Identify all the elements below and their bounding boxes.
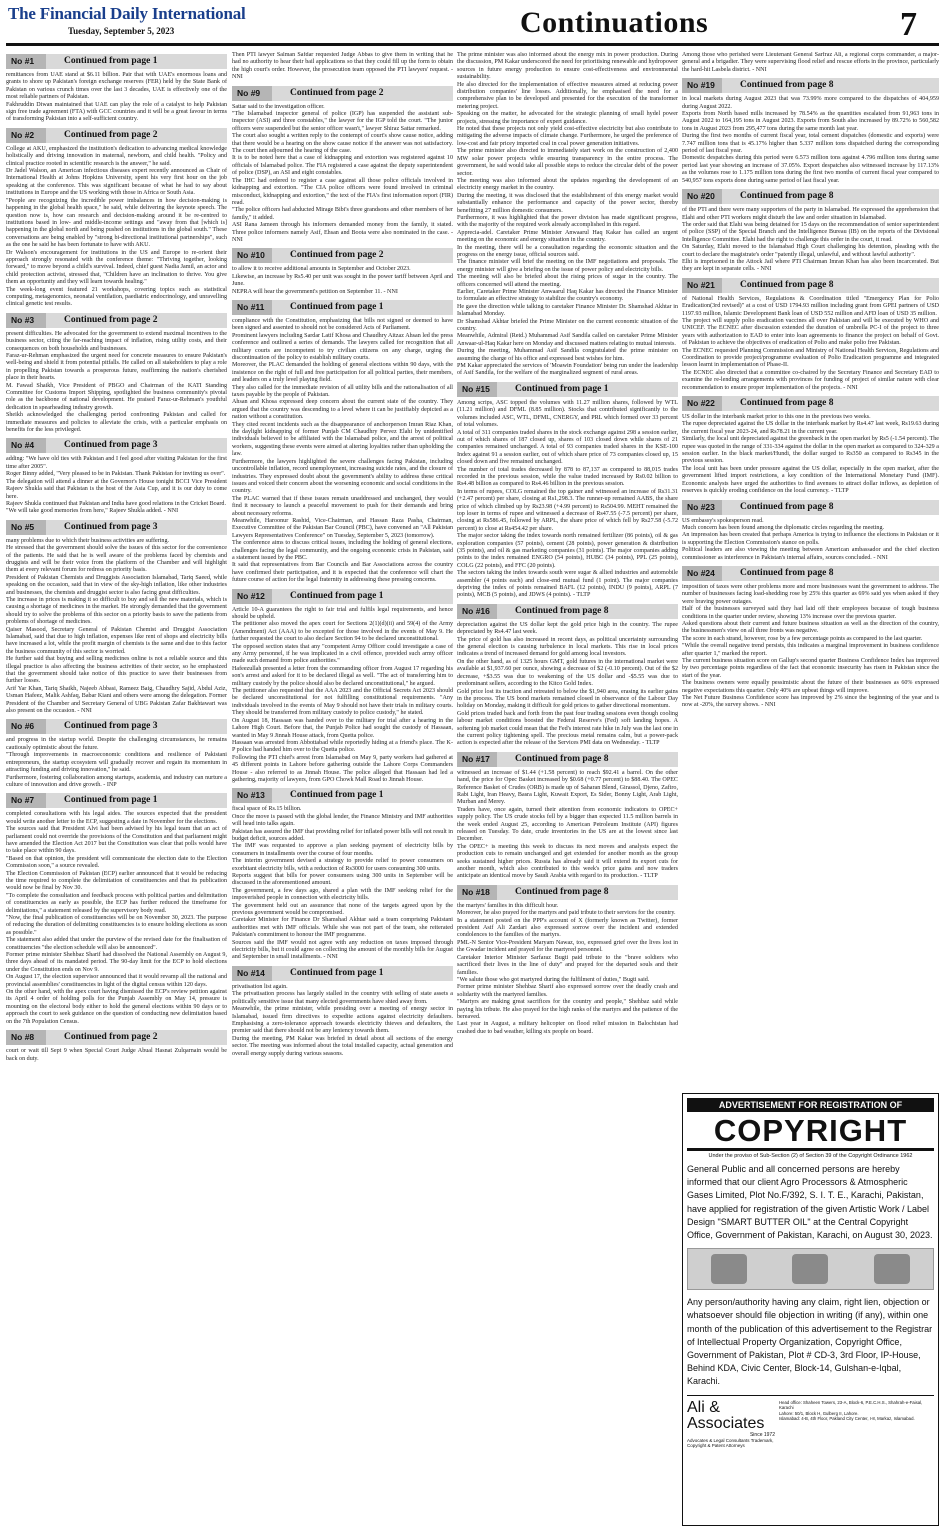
column-3 xyxy=(457,52,678,1528)
story-tag xyxy=(232,589,453,604)
page-number: 7 xyxy=(900,6,917,43)
continued-from-label: Continued from page 3 xyxy=(46,520,227,535)
ad-subtitle: Under the proviso of Sub-Section (2) of Section 39 of the Copyright Ordinance 1962 xyxy=(708,1153,913,1159)
story-text: of National Health Services, Regulations & Coordination titled "Emergency Plan for Polio Eradication(3rd revised)" at a cost of USD 1794.93 million including grant from GPEI partners of USD 1197.93 million, Islamic Development Bank loan of USD 552 million and AFD loan of USD 35 million. The project will supply polio eradication vaccines all over Pakistan and will be executed by WHO and UNICEF. The ECNEC after discussion extended the duration of umbrella PC-I of the project to three years with authorization to EAD to enter into loan agreements to finance the project on behalf of Govt. of Pakistan to achieve the objectives of eradication of Polio and make polio free Pakistan. The ECNEC requested Planning Commission and Ministry of National Health Services, Regulations and Coordination to provide project/programme evaluation of Polio Eradication programme and integrated lesson learnt in implementation of Phase-II. The ECNEC also directed that a committee co-chaired by the Secretary Finance and Secretary EAD to examine the re-lending arrangements with provinces for funding of project of similar nature with clear recommendation to ensure proper implementation of the projects. - NNI xyxy=(682,295,939,391)
story-tag xyxy=(6,793,227,808)
story-number: No #15 xyxy=(457,382,497,397)
story-number: No #11 xyxy=(232,300,272,315)
story-text: to allow it to receive additional amounts in September and October 2023. Likewise, an increase by Rs5.40 per unit was sought in the power tariff between April and June. NEPRA will hear the government's petition on September 11. - NNI xyxy=(232,266,453,295)
law-firm-name: Ali & Associates xyxy=(687,1398,765,1432)
continuation-story xyxy=(682,52,939,74)
story-text: many problems due to which their business activities are suffering. He stressed that the government should solve the issues of this sector for the convenience of the patients. He said that he is well aware of the problems faced by chemists and druggists and will be their voice from the platform of the Chamber and will highlight them at every relevant forum for redress on priority basis. President of Pakistan Chemists and Druggists Association Islamabad, Tariq Saeed, while speaking on the occasion, said that in view of the sky-high inflation, like other industries and businesses, the chemists and druggist sector is also facing great difficulties. The increase in prices is making it so difficult to buy and sell the new materials, which is causing a shortage of medicines in the market. He strongly demanded that the government should try to solve the problems of this sector on a priority basis to save the patients from problems of shortage of medicines. Qaiser Masood, Secretary General of Pakistan Chemist and Druggist Association Islamabad, said that due to high inflation, expenses like rent of shops and electricity bills have increased a lot, while the profit margin of chemists is the same and due to this factor the business community of this sector is worried. He further said that buying and selling medicines online is not a reliable source and this illegal practice is also affecting the business activities of their sector, so he emphasized that the government should take notice of this practice to save their businesses from further losses. Arif Yar Khan, Tariq Shaikh, Najeeb Abbasi, Rameez Baig, Chaudhry Sajid, Abdul Aziz, Usman Hafeez, Malik Ashfaq, Babar Kiani and others were among the delegation. Former President of the Chamber and Secretary General of UBG Pakistan Zafar Bakhtawari was also present on the occasion. - NNI xyxy=(6,537,227,715)
continued-from-label: Continued from page 1 xyxy=(46,54,227,69)
copyright-advertisement xyxy=(682,1093,939,1526)
story-number: No #3 xyxy=(6,313,46,328)
continued-from-label: Continued from page 8 xyxy=(497,604,678,619)
continuation-story xyxy=(682,566,939,710)
ad-notice: General Public and all concerned persons are hereby informed that our client Agro Processors & Atmospheric Gases Limited, Plot No.F/392, S. I. T. E., Karachi, Pakistan, have applied for registration of the given Artistic Work / Label Design "SMART BUTTER OIL" at the Central Copyright Office, Government of Pakistan, Karachi, on August 30, 2023. xyxy=(687,1164,933,1241)
continued-from-label: Continued from page 8 xyxy=(722,189,939,204)
story-tag xyxy=(682,500,939,515)
continuation-story xyxy=(682,78,939,185)
story-tag xyxy=(6,719,227,734)
continuation-story xyxy=(232,300,453,585)
continuation-story xyxy=(457,52,678,378)
story-number: No #6 xyxy=(6,719,46,734)
story-text: of the PTI and there were many supporters of the party in Islamabad. He expressed the apprehension that Elahi and other PTI workers might disturb the law and order situation in Islamabad. The order said that Elahi was being detained for 15 days on the recommendation of senior superintendent of police (SSP) of the Special Branch and the Intelligence Bureau (IB) on the reports of the Divisional Intelligence Committee. Elahi had the right to challenge this order in the court, it read. On Saturday, Elahi moved to the Islamabad High Court challenging his detention, pleading with the court to declare the magistrate's order "patently illegal, unlawful, and without lawful authority". Elhi is imprisoned in the Attock Jail where PTI Chairman Imran Khan has also been incarcerated. But they are kept in separate cells. - NNI xyxy=(682,207,939,273)
story-number: No #18 xyxy=(457,885,497,900)
story-text: Sattar said to the investigation officer. "The Islamabad inspector general of police (IGP) has suspended the assistant sub-inspector (ASI) and three constables," the lawyer for the IGP told the court. "The junior officers were suspended but the senior officer wasn't," lawyer Shiraz Sattar remarked. The court also sought a written reply to the contempt of court's show cause notice, adding that there would be a hearing on the show cause notice if the answer was not satisfactory. The court then adjourned the hearing of the case. It is to be noted here that a case of kidnapping and extortion was registered against 10 officials of Islamabad police. The FIA registered a case against the deputy superintendent of police (DSP), an ASI and eight constables. The IHC had ordered to register a case against all those police officials involved in kidnapping and extortion. "The CIA police officers were found involved in criminal misconduct, kidnapping and extortion," the text of the FIA's first information report (FIR) read. "The police officers had abducted Mirage Bibi's three grandsons and other members of her family," it added. ASI Rana Jameen through his informers demanded money from the family, it stated. Three police informers namely Asif, Ehsan and Boota were also nominated in the case. - NNI xyxy=(232,103,453,243)
continuation-story xyxy=(682,396,939,495)
law-firm-description: Advocates & Legal Consultants Trademark, Copyright & Patent Attorneys xyxy=(687,1437,774,1449)
address-line: Lahore: 50/1, Block H, Gulberg II, Lahore. xyxy=(779,1410,859,1416)
continuation-story xyxy=(6,1030,227,1063)
story-number: No #19 xyxy=(682,78,722,93)
continued-from-label: Continued from page 8 xyxy=(497,885,678,900)
continued-from-label: Continued from page 3 xyxy=(46,719,227,734)
story-number: No #17 xyxy=(457,752,497,767)
story-tag xyxy=(6,438,227,453)
continuation-story xyxy=(232,52,453,82)
ad-objection-text: Any person/authority having any claim, right lien, objection or whatsoever should file objection in writing (if any), within one month of the publication of this advertisement to the Registrar of Intellectual Property Organization, Copyright Office, Government of Pakistan, Plot # CD-3, 3rd Floor, IP-House, Behind KDA, Civic Center, Block-14, Gulshan-e-Iqbal, Karachi. xyxy=(687,1297,933,1387)
story-number: No #14 xyxy=(232,966,272,981)
continuation-story xyxy=(457,752,678,881)
story-tag xyxy=(682,78,939,93)
story-tag xyxy=(682,189,939,204)
continuation-story xyxy=(457,604,678,748)
continuation-story xyxy=(232,248,453,296)
continuation-story xyxy=(6,313,227,435)
story-tag xyxy=(6,128,227,143)
story-number: No #7 xyxy=(6,793,46,808)
story-number: No #10 xyxy=(232,248,272,263)
continued-from-label: Continued from page 1 xyxy=(272,966,453,981)
story-text: and progress in the startup world. Despite the challenging circumstances, he remains cautiously optimistic about the future. "Through improvements in macroeconomic conditions and resilience of Pakistani entrepreneurs, the startup ecosystem will gradually recover and regain its momentum in attracting funding and driving innovation," he said. Furthermore, fostering collaboration among startups, academia, and industry can nurture a culture of innovation and drive growth. - INP xyxy=(6,737,227,788)
law-firm-addresses xyxy=(775,1400,934,1449)
continuation-story xyxy=(457,885,678,1036)
story-text: privatisation list again. The privatisation process has largely stalled in the country with selling of state assets a politically sensitive issue that many elected governments have shied away from. Meanwhile, the prime minister, while presiding over a meeting of energy sector in Islamabad, issued firm directives to expedite actions against electricity defaulters. Emphasising a zero-tolerance approach towards electricity thieves and defaulters, the premier said that there should not be any leniency towards them. During the meeting, PM Kakar was briefed in detail about all sections of the energy sector. The meeting was informed about the total installed capacity, actual generation and overall energy supply during various seasons. xyxy=(232,983,453,1057)
continued-from-label: Continued from page 8 xyxy=(722,278,939,293)
continued-from-label: Continued from page 8 xyxy=(722,396,939,411)
continued-from-label: Continued from page 8 xyxy=(722,78,939,93)
continuation-story xyxy=(232,966,453,1058)
butter-oil-pack-icon xyxy=(874,1254,910,1284)
story-text: witnessed an increase of $1.44 (+1.58 percent) to reach $92.41 a barrel. On the other hand, the price for Opec Basket increased by $0.68 (+0.77 percent) to $88.40. The OPEC Reference Basket of Crudes (ORB) is made up of Saharan Blend, Girassol, Djeno, Zafiro, Rabi Light, Iran Heavy, Basra Light, Kuwait Export, Es Sider, Bonny Light, Arab Light, Murban and Merey. Traders have, once again, turned their attention from economic indicators to OPEC+ supply policy. The US crude stocks fell by a bigger than expected 11.5 million barrels in the week ended August 25, according to American Petroleum Institute (API) figures released on Tuesday. To date, crude inventories in the US are at the lowest since last December. The OPEC+ is meeting this week to discuss its next moves and analysts expect the production cuts to remain unchanged and get extended for another month as the group seeks sustained higher prices. Russia has already said it will extend its export cuts for another month, which also contributed to this week's price gains and now traders anticipate an identical move by Saudi Arabia with regard to its production. - TLTP xyxy=(457,769,678,880)
continued-from-label: Continued from page 8 xyxy=(722,500,939,515)
story-text: in local markets during August 2023 that was 73.99% more compared to the dispatches of 404,959 during August 2022. Exports from North based mills increased by 78.54% as the quantities escalated from 91,963 tons in August 2022 to 164,195 tons in August 2023. Exports from South also increased by 89.72% to 560,582 tons in August 2023 from 295,477 tons during the same month last year. During the first two months of current fiscal year, total cement dispatches (domestic and exports) were 7.747 million tons that is 45.17% higher than 5.337 million tons dispatched during the corresponding period of last fiscal year. Domestic despatches during this period were 6.573 million tons against 4.796 million tons during same period last year showing an increase of 37.05%. Export despatches also witnessed increase by 117.13% as the volumes rose to 1.175 million tons during the first two months of current fiscal year compared to 540,957 tons exports done during same period of last fiscal year. xyxy=(682,96,939,184)
story-text: Among scrips, ASC topped the volumes with 11.27 million shares, followed by WTL (11.21 million) and DFML (8.85 million). Stocks that contributed significantly to the volumes included ASC, WTL, DFML, CNERGY, and PRL which formed over 33 percent of total volumes. A total of 311 companies traded shares in the stock exchange against 298 a session earlier, out of which shares of 187 closed up, shares of 103 closed down while shares of 21 companies remained unchanged. A total of 93 companies traded shares in the KSE-100 Index against 91 a session earlier, out of which share price of 73 companies closed up, 15 closed down and five remained unchanged. The number of total trades decreased by 878 to 87,137 as compared to 88,015 trades recorded in the previous session, while the value traded increased by Rs0.02 billion to Rs4.48 billion as compared to Rs4.46 billion in the previous session. In terms of rupees, COLG remained the top gainer and witnessed an increase of Rs31.31 (+2.47 percent) per share, closing at Rs1,298.3. The runner-up remained AABS, the share price of which climbed up by Rs23.98 (+4.99 percent) to Rs504.99. MEHT remained the top loser in terms of rupee and witnessed a decrease of Rs47.55 (-7.5 percent) per share, closing at Rs586.45, followed by ARPL, the share price of which fell by Rs27.58 (-5.72 percent) to close at Rs454.42 per share. The major sector taking the index towards north remained fertilizer (86 points), oil & gas exploration companies (57 points), cement (28 points), power generation & distribution (35 points), and oil & gas marketing companies (31 points). The major companies adding points to the index remained ENGRO (54 points), HUBC (34 points), PPL (25 points), COLG (22 points), and FFC (20 points). The sectors taking the index towards south were sugar & allied industries and automobile assembler (4 points each) and close-end mutual fund (1 point). The major companies depriving the index of points remained BAFL (12 points), INDU (9 points), ARPL (7 points), MCB (5 points), and JDWS (4 points). - TLTP xyxy=(457,399,678,599)
continued-from-label: Continued from page 1 xyxy=(272,788,453,803)
story-number: No #13 xyxy=(232,788,272,803)
continuation-story xyxy=(682,189,939,274)
story-tag xyxy=(457,885,678,900)
story-tag xyxy=(682,396,939,411)
story-text: compliance with the Constitution, emphasizing that bills not signed or deemed to have been signed and assented to should not be considered Acts of Parliament. Prominent lawyers including Sardar Latif Khosa and Chaudhry Aitzaz Ahsan led the press conference and outlined a series of demands. The lawyers called for recognition that all military courts are incompetent to try civilian citizens on any charge, urging the discontinuation of the policy to establish military courts. Moreover, the PLAC demanded the holding of general elections within 90 days, with the insistence on the right of full and free participation for all political parties, their members, and leaders on a truly level playing field. They also called for the immediate revision of all utility bills and the rationalisation of all taxes payable by the people of Pakistan. Ahsan and Khosa expressed deep concern about the current state of the country. They argued that the country was descending to a level where it can be justifiably depicted as a nation without a constitution. They cited recent incidents such as the disappearance of anchorperson Imran Riaz Khan, the daylight kidnapping of former Punjab CM Chaudhry Pervez Elahi by unidentified individuals believed to be affiliated with the Islamabad police, and the arrest of political workers, suggesting these events were aimed at altering loyalties rather than upholding the law. Furthermore, the lawyers highlighted the severe challenges facing Pakistan, including uncontrollable inflation, record unemployment, increasing suicide rates, and the closure of industries. They expressed doubt about the government's ability to address these critical issues and voiced their concern about the worsening economic and social conditions in the country. The PLAC warned that if these issues remain unaddressed and unchanged, they would find it necessary to launch a peaceful movement to push for their demands and bring about necessary reforms. Meanwhile, Haroonur Rashid, Vice-Chairman, and Hassan Raza Pasha, Chairman, Executive Committee of the Pakistan Bar Council (PBC), have convened an "All Pakistan Lawyers Representatives Conference" on Tuesday, September 5, 2023 (tomorrow). The conference aims to discuss critical issues, including the holding of general elections, challenges facing the legal community, and the ongoing economic crisis in Pakistan, said a statement issued by the PBC. It said that representatives from Bar Councils and Bar Associations across the country have confirmed their participation, and it is expected that the conference will chart the future course of action for the legal fraternity in addressing these pressing concerns. xyxy=(232,317,453,584)
address-line: Islamabad: 4-B, 4th Floor, Pakland City Center, I-8, Markaz, Islamabad. xyxy=(779,1416,915,1422)
butter-oil-tin-icon xyxy=(792,1254,828,1284)
story-tag xyxy=(682,278,939,293)
continued-from-label: Continued from page 1 xyxy=(272,300,453,315)
story-tag xyxy=(682,566,939,581)
story-tag xyxy=(232,248,453,263)
story-number: No #20 xyxy=(682,189,722,204)
story-number: No #1 xyxy=(6,54,46,69)
continuation-story xyxy=(6,438,227,515)
butter-oil-jar-icon xyxy=(711,1254,747,1284)
story-tag xyxy=(6,313,227,328)
story-number: No #12 xyxy=(232,589,272,604)
story-tag xyxy=(232,966,453,981)
story-text: remittances from UAE stand at $6.11 billion. Pair that with UAE's enormous loans and grants to shore up Pakistan's foreign exchange reserves (FER) held by the State Bank of Pakistan on various crunch times over the last 3 decades, UAE is effectively one of the most reliable partners of Pakistan. Fakhruddin Diwan maintained that UAE can play the role of a catalyst to help Pakistan sign free trade agreement (FTA) with GCC countries and it will be a great favour in terms of transforming Pakistan into a self-sufficient country. xyxy=(6,72,227,123)
story-text: Article 10-A guarantees the right to fair trial and fulfils legal requirements, and hence should be upheld. The petitioner also moved the apex court for Sections 2(1)(d)(ii) and 59(4) of the Army (Amendment) Act (AAA) to be excepted for those involved in the events of May 9. He further requested the court to also declare Section 94 to be declared unconstitutional. The opposed section states that any "competent Army Officer could investigate a case of any Army personnel, if he was implicated in a civil offence, provided such army officer made such demand from police authorities." Hafeezullah presented a letter from the commanding officer from August 17 regarding his son's arrest and asked for it to be declared illegal as well. "The act of transferring him to military custody by the police should also be declared unconstitutional," he argued. The petitioner also requested that the AAA 2023 and the Official Secrets Act 2023 should be declared unconstitutional for not fulfilling constitutional requirements. "Any individuals involved in the events of May 9 should not have their trials in military courts. They should be transferred from military custody to police custody," he stated. On August 18, Hassaan was handed over to the military for trial after a hearing in the Lahore High Court. Before that, the Punjab Police had sought the custody of Hassaan, wanted in May 9 Jinnah House attack, from Quetta police. Hassaan was arrested from Abbottabad while reportedly hiding at a friend's place. The K-P police had handed him over to the Quetta police. Following the PTI chief's arrest from Islamabad on May 9, party workers had gathered at 45 different points in Lahore before gathering outside the Lahore Corps Commanders House - also referred to as Jinnah House. The police alleged that Hassaan had led a gathering, majority of lawyers, from GPO Chowk Mall Road to Jinnah House. xyxy=(232,606,453,783)
continued-from-label: Continued from page 2 xyxy=(46,313,227,328)
story-text: US dollar in the interbank market prior to this one in the previous two weeks. The rupee depreciated against the US dollar in the interbank market by Rs4.47 last week, Rs19.63 during the current fiscal year 2023-24, and Rs78.21 in the current year. Similarly, the local unit depreciated against the greenback in the open market by Rs5 (-1.54 percent). The rupee was quoted in the range of 331-334 against the dollar in the open market as compared to 324-329 a session earlier. In the black market/Hundi, the dollar surged to Rs350 as compared to Rs345 in the previous session. The local unit has been under pressure against the US dollar, especially in the open market, after the government lifted import restrictions, a key condition of the International Monetary Fund (IMF). Economic analysts have urged the authorities to find avenues to attract dollar inflows, as depletion of reserves is quickly eroding confidence on the local currency. - TLTP xyxy=(682,414,939,495)
story-text: adding: "We have old ties with Pakistan and I feel good after visiting Pakistan for the first time after 2005". Roger Binny added, "Very pleased to be in Pakistan. Thank Pakistan for inviting us over". The delegation will attend a dinner at the Governor's House tonight BCCI Vice President Rajeev Shukla said that Pakistan is the host of the Asia Cup, and it is our duty to come here. Rajeev Shukla continued that Pakistan and India have good relations in the Cricket Board. "We will take good memories from here," Rajeev Shukla added. - NNI xyxy=(6,456,227,515)
column-1 xyxy=(6,52,227,1528)
continuation-story xyxy=(232,788,453,962)
story-text: fiscal space of Rs.15 billion. Once the move is passed with the global lender, the Finance Ministry and IMF authorities will head into talks again. Pakistan has assured the IMF that providing relief for inflated power bills will not result in budget deficit, sources added. The IMF was requested to approve a plan seeking payment of electricity bills by consumers in installments over the course of four months. The interim government devised a strategy to provide relief to power consumers on exorbitant electricity bills, with a reduction of Rs3000 for users consuming 300 units. Reports suggest that bills for power consumers using 300 units in September will be discussed in the aforementioned amount. The government, a few days ago, shared a plan with the IMF seeking relief for the impoverished people in connection with electricity bills. The government held out an assurance that none of the targets agreed upon by the previous government would be compromised. Caretaker Minister for Finance Dr Shamshad Akhtar said a team comprising Pakistani authorities met with IMF officials. While she was not part of the team, she reiterated Pakistan's commitment to honour the IMF programme. Sources said the IMF would not agree with any reduction on taxes imposed through electricity bills, but it could agree on collecting the amount of the monthly bills for August and September in small installments. - NNI xyxy=(232,806,453,961)
story-tag xyxy=(6,54,227,69)
continued-from-label: Continued from page 1 xyxy=(272,589,453,604)
continued-from-label: Continued from page 1 xyxy=(497,382,678,397)
continued-from-label: Continued from page 2 xyxy=(272,86,453,101)
story-text: US embassy's spokesperson read. Much concern has been found among the diplomatic circles regarding the meeting. An impression has been created that perhaps America is trying to influence the elections in Pakistan or it is supporting the Election Commission's stance on polls. Political leaders are also viewing the meeting between American ambassador and the chief election commissioner as interference in Pakistan's internal affairs, sources concluded. - NNI xyxy=(682,517,939,561)
issue-date: Tuesday, September 5, 2023 xyxy=(68,26,175,36)
story-number: No #24 xyxy=(682,566,722,581)
continued-from-label: Continued from page 2 xyxy=(46,128,227,143)
story-tag xyxy=(6,1030,227,1045)
header-rule xyxy=(6,43,939,46)
story-text: the martyrs' families in this difficult hour. Moreover, he also prayed for the martyrs and paid tribute to their services for the country. In a statement posted on the PPP's account of X (formerly known as Twitter), former president Asif Ali Zardari also expressed sorrow over the incident and extended condolences to the families of the martyrs. PML-N Senior Vice-President Maryam Nawaz, too, expressed grief over the lives lost in the Gwadar incident and prayed for the martyred personnel. Caretaker Interior Minister Sarfaraz Bugti paid tribute to the "brave soldiers who sacrificed their lives in the line of duty" and prayed for the departed souls and their families. "We salute those who got martyred during the fulfilment of duties," Bugti said. Former prime minister Shehbaz Sharif also expressed sorrow over the deadly crash and solidarity with the martyred families. "Martyrs are making great sacrifices for the country and people," Shehbaz said while paying his tribute. He also prayed for the high ranks of the martyrs and the patience of the bereaved. Last year in August, a military helicopter on flood relief mission in Balochistan had crashed due to bad weather, killing six people on board. xyxy=(457,902,678,1035)
continuation-story xyxy=(457,382,678,600)
continued-from-label: Continued from page 2 xyxy=(272,248,453,263)
continuation-story xyxy=(6,128,227,309)
story-tag xyxy=(232,788,453,803)
story-text: College at AKU, emphasized the institution's dedication to advancing medical knowledge holistically and driving innovation in maternal, newborn, and child health. "Policy and clinical practice rooted in scientific research is the answer," he said. Dr Jadel Walson, an American infectious diseases expert recently announced as Chair of International Health at Johns Hopkins University, spent his very first hour on the job speaking at the conference. This was significant because of what he had to say about institutions in Europe and the US working with those in Africa or South Asia. "People are recognizing the incredible power imbalances in how decision-making is happening in the global health space," he said, while delivering the keynote speech. The question now is, how can research and decision-making around it be re-centred to institutions based in low- and middle-income settings and "away from that [which is] happening in the global north and being pushed on institutions in the global south." These conversations are being enabled by "strong bi-directional institutional partnerships", such as the one he said he has been fortunate to have with AKU. Dr Walson's encouragement for institutions in the US and Europe to re-orient their approach strongly resonated with the conference theme: "Thriving together, looking forward," to move beyond a child's survival. Indeed, chief guest Nadia Jamil, an actor and child protection activist, stressed that, "Children have an inclination to thrive. You give them an opportunity and they will learn towards healing." The week-long event featured 21 workshops, covering topics such as statistical computing, metagenomics, neonatal ventilation, paediatric endocrinology, and unravelling clinical genetic test results. xyxy=(6,145,227,308)
story-text: depreciation against the US dollar kept the gold price high in the country. The rupee depreciated by Rs4.47 last week. The price of gold has also increased in recent days, as political uncertainty surrounding the general election is causing turbulence in local markets. This rise in local prices indicates a trend of increased demand for gold among local investors. On the other hand, as of 1325 hours GMT, gold futures in the international market were available at $1,937.60 per ounce, showing a decrease of $2 (-0.10 percent). Out of the $2 decrease, +$3.55 was due to weakening of the US dollar and -$5.55 was due to predominant sellers, according to the Kitco Gold Index. Gold price lost its traction and retreated to below the $1,940 area, erasing its earlier gains in the process. The US bond markets remained closed in observance of the Labour Day holiday on Monday, making it difficult for gold prices to gather directional momentum. Gold prices traded back and forth from the past four trading sessions even though cooling labour market conditions boosted the Federal Reserve's (Fed) soft landing hopes. A softening job market could mean that the Fed's interest rate hike in July was the last one in the current policy tightening spell. The precious metal remains calm, but a power-pack action is expected after the release of the Services PMI data on Wednesday. - TLTP xyxy=(457,621,678,747)
continued-from-label: Continued from page 8 xyxy=(722,566,939,581)
story-text: The prime minister was also informed about the energy mix in power production. During the discussion, PM Kakar underscored the need for prioritising renewable and hydropower sources in future energy production to ensure cost-effectiveness and environmental sustainability. He also directed for the implementation of effective measures aimed at reducing power distribution companies' line losses. Additionally, he emphasised the need for a comprehensive plan to be developed and presented for the execution of the transformer metering project. Speaking on the matter, he advocated for the strategic planning of small hydel power projects, stressing the importance of expert guidance. He noted that these projects not only yield cost-effective electricity but also contribute to mitigating the adverse impacts of climate change. Furthermore, he urged the preference of low-cost and fair pricey imported coal in coal power generation initiatives. The prime minister also directed to immediately start work on the construction of 2,400 MW solar power projects while ensuring transparency in the entire process. The government, he said would take all possible steps to reduce the circular debt of the power sector. The meeting was also informed about the updates regarding the development of an electricity energy market in the country. During the meeting, it was disclosed that the establishment of this energy market would substantially enhance the performance and capacity of the power sector, thereby benefitting 27 million domestic consumers. Furthermore, it was highlighted that the power division has made significant progress, with the majority of the required work already accomplished in this regard. Apprecia-adel. Caretaker Prime Minister Anwaarul Haq Kakar has called an urgent meeting on the economic and energy situation in the country. In the meeting, there will be a consultation regarding the economic situation and the progress on the energy issue, official sources said. The finance minister will brief the meeting on the IMF negotiations and proposals. The energy minister will give a briefing on the issue of power policy and electricity bills. The meeting will also be briefed about the rising prices of sugar in the country. The officers concerned will attend the meeting. Earlier, Caretaker Prime Minister Anwaarul Haq Kakar has directed the Finance Minister to formulate an effective strategy to stabilize the country's economy. He gave the direction while talking to caretaker Finance Minister Dr. Shamshad Akhtar in Islamabad Monday. Dr Shamshad Akhtar briefed the Prime Minister on the current economic situation of the country. Meanwhile, Admiral (Retd.) Muhammad Asif Sandila called on caretaker Prime Minister Anwaar-ul-Haq Kakar here on Monday and discussed matters relating to mutual interests. During the meeting, Muhammad Asif Sandila congratulated the prime minister on assuming the charge of his office and expressed best wishes for him. PM Kakar appreciated the services of 'Moawin Foundation' being run under the leadership of Asif Sandila, for the welfare of the marginalized segment of rural areas. xyxy=(457,52,678,377)
story-tag xyxy=(232,300,453,315)
continuation-story xyxy=(232,589,453,785)
continuation-story xyxy=(6,520,227,716)
ad-heading: ADVERTISEMENT FOR REGISTRATION OF xyxy=(687,1098,934,1112)
story-tag xyxy=(457,382,678,397)
story-number: No #5 xyxy=(6,520,46,535)
masthead xyxy=(8,4,288,36)
continuation-story xyxy=(6,54,227,124)
continued-from-label: Continued from page 2 xyxy=(46,1030,227,1045)
story-number: No #2 xyxy=(6,128,46,143)
address-line: Head office: Shaheen Towers, 23-A, Block-6, P.E.C.H.S., Shahrah-e-Faisal, Karachi xyxy=(779,1399,923,1411)
story-number: No #4 xyxy=(6,438,46,453)
story-tag xyxy=(457,604,678,619)
continued-from-label: Continued from page 1 xyxy=(46,793,227,808)
story-tag xyxy=(6,520,227,535)
story-tag xyxy=(232,86,453,101)
law-firm-logo xyxy=(687,1400,775,1449)
continuation-story xyxy=(682,500,939,562)
story-number: No #23 xyxy=(682,500,722,515)
ad-title: COPYRIGHT xyxy=(687,1114,934,1151)
newspaper-brand: The Financial Daily International xyxy=(8,4,246,23)
continuation-story xyxy=(6,719,227,789)
law-firm-block xyxy=(687,1395,934,1449)
column-2 xyxy=(232,52,453,1528)
continuation-story xyxy=(232,86,453,245)
story-number: No #16 xyxy=(457,604,497,619)
law-firm-since: Since 1972 xyxy=(749,1431,775,1438)
story-tag xyxy=(457,752,678,767)
story-number: No #9 xyxy=(232,86,272,101)
story-text: present difficulties. He advocated for the government to extend maximal incentives to the business sector, citing the far-reaching impact of inflation, rising utility costs, and their consequences on both households and businesses. Faraz-ur-Rehman emphasized the urgent need for concrete measures to ensure Pakistan's well-being and shield it from potential pitfalls. He called on all stakeholders to play a role in propelling Pakistan towards a prosperous future, reaffirming the nation's cherished place in their hearts. M. Fawad Shaikh, Vice President of PBGO and Chairman of the KATI Standing Committee for Customs Import Shipping, spotlighted the business community's pivotal role as the backbone of national development. He praised Faraz-ur-Rehman's youthful dedication in spearheading industry growth. Sheikh acknowledged the challenging period confronting Pakistan and called for immediate measures and policies to alleviate the crisis, with a particular emphasis on benefits for the less privileged. xyxy=(6,330,227,434)
story-number: No #21 xyxy=(682,278,722,293)
section-title: Continuations xyxy=(520,6,709,39)
continuation-story xyxy=(6,793,227,1026)
story-text: completed consultations with his legal aides. The sources expected that the president would write another letter to the ECP, suggesting a date in November for the elections. The sources said that President Alvi had been advised by his legal team that an act of parliament could not override the provisions of the Constitution and that parliament might have amended the Election Act 2017 but the Constitution was clear that polls would have to take place within 90 days. "Based on that opinion, the president will communicate the election date to the Election Commission soon," a source revealed. The Election Commission of Pakistan (ECP) earlier announced that it would be reducing the time required to complete the delimitation of constituencies and that its publication would now be final by Nov 30. "To complete the consultation and feedback process with political parties and delimitation of constituencies as early as possible, the ECP has further reduced the timeframe for delimitations," a statement released by the supervisory body read. "Now, the final publication of constituencies will be on November 30, 2023. The purpose of reducing the duration of delimiting constituencies is to ensure holding elections as soon as possible." The statement also added that under the purview of the revised date for the finalisation of constituencies "the election schedule will also be announced". Former prime minister Shehbaz Sharif had dissolved the National Assembly on August 9, three days ahead of its mandated period. The 90-day limit for the ECP to hold elections under the Constitution ends on Nov 9. On August 17, the election supervisor announced that it would revamp all the national and provincial assemblies' constituencies in light of the digital census within 120 days. On the other hand, with the apex court having dismissed the ECP's review petition against its April 4 order of holding polls for the Punjab Assembly on May 14, pressure is mounting on the electoral body either to hold the general elections within 90 days or to approach the court to seek guidance on the question of conducting new delimitation based on the 7th Population Census. xyxy=(6,811,227,1025)
story-text: imposition of taxes were other problems more and more businesses want the government to address. The number of businesses facing load-shedding rose by 25% this quarter as 69% said yes when asked if they were braving power outages. Half of the businesses surveyed said they had laid off their employees because of tough business conditions in the quarter under review, showing 13% increase over the previous quarter. Asked questions about their current and future business situation as well as the direction of the country, the businessmen's view on all three fronts was negative. The score in each strand, however, rose by a few percentage points as compared to the last quarter. "While the overall negative trend persists, this indicates a marginal improvement in business confidence after quarter 1," marked the report. The current business situation score on Gallup's second quarter Business Confidence Index has improved by two percentage points regardless of the fact that economic insecurity has risen in Pakistan since the start of the year. The business owners were equally pessimistic about the future of their businesses as 60% expressed negative expectations this quarter. Only 40% are upbeat things will improve. The Net Future Business Confidence score has improved by 2% since the beginning of the year and is now at -20%, the survey shows. - NNI xyxy=(682,583,939,709)
continued-from-label: Continued from page 8 xyxy=(497,752,678,767)
story-text: court or wait till Sept 9 when Special Court Judge Abual Hasnat Zulqarnain would be back on duty. xyxy=(6,1048,227,1062)
continued-from-label: Continued from page 3 xyxy=(46,438,227,453)
story-number: No #22 xyxy=(682,396,722,411)
story-text: Among those who perished were Lieutenant General Sarfraz Ali, a regional corps commander, a major-general and a brigadier. They were supervising flood relief and rescue efforts in the province, particularly the hard-hit Lasbela district. - NNI xyxy=(682,52,939,73)
story-text: Then PTI lawyer Salman Safdar requested Judge Abbas to give them in writing that he had no authority to hear their bail applications so that they could fill up the form to obtain the high court's order. However, the prosecution team opposed the PTI lawyers' request. - NNI xyxy=(232,52,453,81)
continuation-story xyxy=(682,278,939,392)
story-number: No #8 xyxy=(6,1030,46,1045)
product-label-image xyxy=(687,1248,934,1290)
